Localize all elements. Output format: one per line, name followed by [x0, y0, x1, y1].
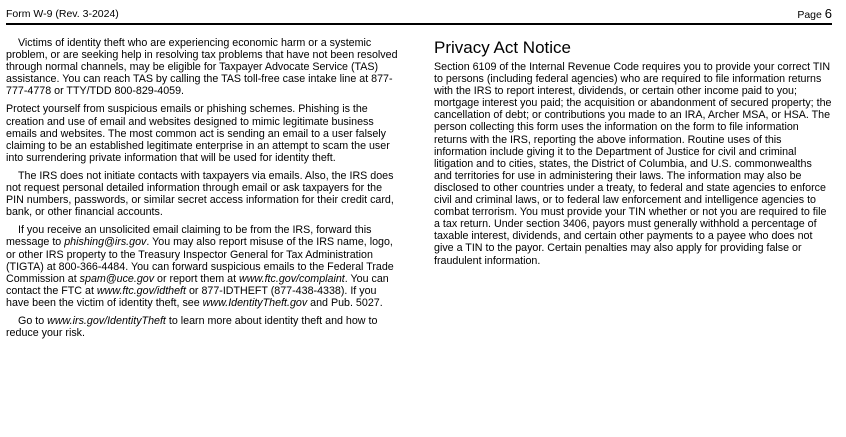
text-segment: . You can contact the FTC at [6, 272, 389, 297]
left-column [6, 37, 398, 345]
phishing-email-link[interactable]: phishing@irs.gov [64, 236, 147, 249]
identitytheft-gov-link[interactable]: www.IdentityTheft.gov [202, 296, 308, 309]
irs-identitytheft-link[interactable]: www.irs.gov/IdentityTheft [47, 314, 166, 327]
text-segment: or report them at [154, 272, 240, 285]
text-segment: Go to [18, 314, 48, 327]
right-column [434, 38, 832, 267]
tas-paragraph: Victims of identity theft who are experiencing economic harm or a systemic problem, or are seeking help in resolving tax problems that have not been resolved through normal channels, may be eligible for Taxpayer Advocate Service (TAS) assistance. You can reach TAS by calling the TAS toll-free case intake line at 877-777-4778 or TTY/TDD 800-829-4059. [6, 37, 398, 98]
ftc-idtheft-link[interactable]: www.ftc.gov/idtheft [96, 284, 186, 297]
text-segment: If you receive an unsolicited email claiming to be from the IRS, forward this message to [6, 224, 372, 249]
page-header [6, 6, 832, 25]
page-label: Page [797, 9, 822, 21]
irs-contact-paragraph: The IRS does not initiate contacts with taxpayers via emails. Also, the IRS does not request personal detailed information through email or ask taxpayers for the PIN numbers, passwords, or similar secret access information for their credit card, bank, or other financial accounts. [6, 169, 394, 219]
text-segment: . You may also report misuse of the IRS name, logo, or other IRS property to the Treasury Inspector General for Tax Administration (TIGTA) at 800-366-4484. You can forward suspicious emails to the Federal Trade Commission at [6, 236, 394, 285]
spam-email-link[interactable]: spam@uce.gov [79, 272, 155, 285]
text-segment: and Pub. 5027. [307, 296, 383, 309]
phishing-paragraph: Protect yourself from suspicious emails or phishing schemes. Phishing is the creation and use of email and websites designed to mimic legitimate business emails and websites. The most common act is sending an email to a user falsely claiming to be an established legitimate enterprise in an attempt to scam the user into surrendering private information that will be used for identity theft. [6, 103, 390, 164]
form-identifier: Form W-9 (Rev. 3-2024) [6, 8, 119, 20]
report-phishing-paragraph [6, 224, 398, 309]
text-segment: or 877-IDTHEFT (877-438-4338). If you have been the victim of identity theft, see [6, 284, 377, 309]
section-title: Privacy Act Notice [434, 38, 571, 57]
text-segment: to learn more about identity theft and how to reduce your risk. [6, 314, 378, 340]
page-number-label [797, 6, 832, 21]
ftc-complaint-link[interactable]: www.ftc.gov/complaint [239, 272, 345, 285]
page-number: 6 [824, 6, 832, 21]
privacy-act-body: Section 6109 of the Internal Revenue Code requires you to provide your correct TIN to persons (including federal agencies) who are required to file information returns with the IRS to report interest, dividends, or certain other income paid to you; mortgage interest you paid; the acquisition or abandonment of secured property; the cancellation of debt; or contributions you made to an IRA, Archer MSA, or HSA. The person collecting this form uses the information on the form to file information returns with the IRS, reporting the above information. Routine uses of this information include giving it to the Department of Justice for civil and criminal litigation and to cities, states, the District of Columbia, and U.S. commonwealths and territories for use in administering their laws. The information may also be disclosed to other countries under a treaty, to federal and state agencies to enforce civil and criminal laws, or to federal law enforcement and intelligence agencies to combat terrorism. You must provide your TIN whether or not you are required to file a tax return. Under section 3406, payors must generally withhold a percentage of taxable interest, dividends, and certain other payments to a payee who does not give a TIN to the payor. Certain penalties may also apply for providing false or fraudulent information. [434, 61, 832, 267]
learn-more-paragraph [6, 315, 398, 339]
